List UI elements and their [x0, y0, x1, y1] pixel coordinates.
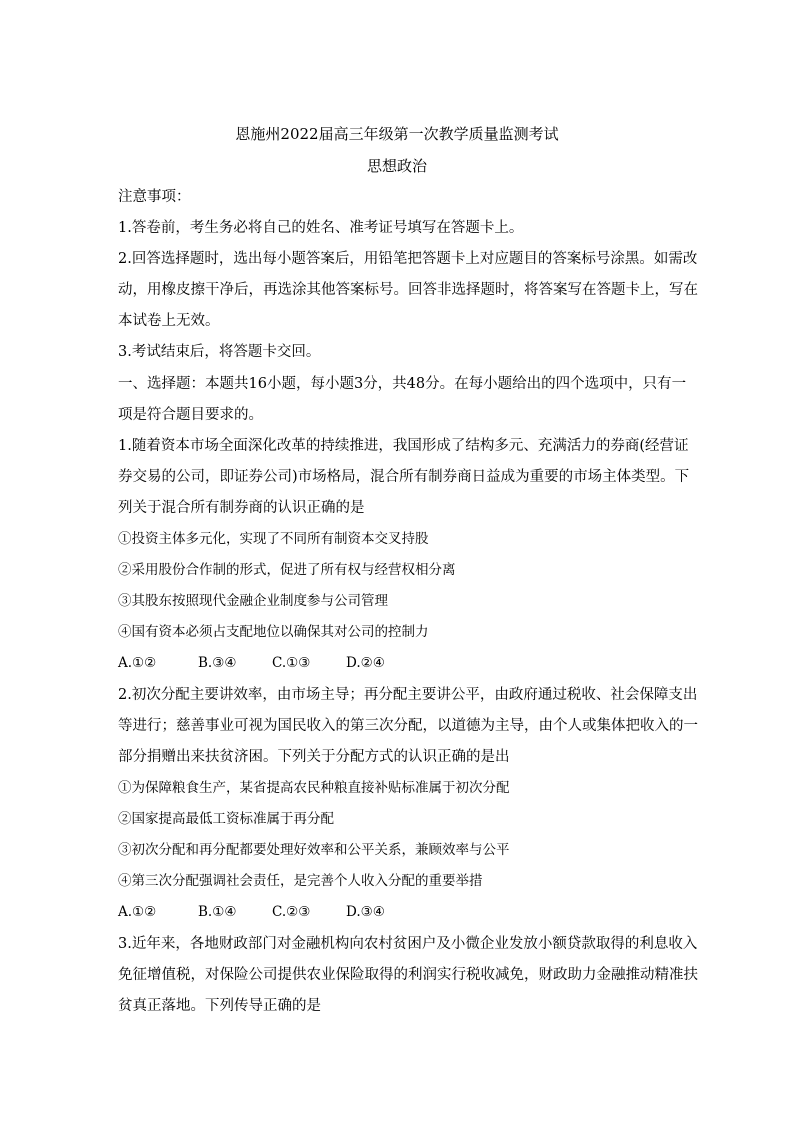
question-2-stem: 部分捐赠出来扶贫济困。下列关于分配方式的认识正确的是出: [118, 749, 510, 765]
choice-c: C.①③: [272, 655, 311, 671]
question-1-option: ②采用股份合作制的形式，促进了所有权与经营权相分离: [118, 562, 456, 578]
choice-c: C.②③: [272, 904, 311, 920]
question-3-stem: 免征增值税，对保险公司提供农业保险取得的利润实行税收减免，财政助力金融推动精准扶: [118, 967, 698, 983]
section-instruction: 一、选择题：本题共16小题，每小题3分，共48分。在每小题给出的四个选项中，只有一: [118, 376, 687, 392]
question-2-option: ①为保障粮食生产，某省提高农民种粮直接补贴标准属于初次分配: [118, 780, 510, 796]
question-3-stem: 贫真正落地。下列传导正确的是: [118, 998, 321, 1014]
choice-b: B.①④: [198, 904, 237, 920]
question-1-stem: 1.随着资本市场全面深化改革的持续推进，我国形成了结构多元、充满活力的券商(经营证: [118, 438, 689, 454]
choice-a: A.①②: [118, 655, 157, 671]
question-2-option: ②国家提高最低工资标准属于再分配: [118, 811, 334, 827]
exam-title: 恩施州2022届高三年级第一次教学质量监测考试: [235, 125, 559, 143]
choice-d: D.②④: [346, 655, 385, 671]
choice-b: B.③④: [198, 655, 237, 671]
question-2-option: ③初次分配和再分配都要处理好效率和公平关系，兼顾效率与公平: [118, 842, 510, 858]
question-2-stem: 2.初次分配主要讲效率，由市场主导；再分配主要讲公平，由政府通过税收、社会保障支出: [118, 687, 698, 703]
question-1-option: ①投资主体多元化，实现了不同所有制资本交叉持股: [118, 531, 429, 547]
notice-item: 3.考试结束后，将答题卡交回。: [118, 344, 321, 360]
question-1-stem: 券交易的公司，即证券公司)市场格局，混合所有制券商日益成为重要的市场主体类型。下: [118, 469, 690, 485]
question-3-stem: 3.近年来，各地财政部门对金融机构向农村贫困户及小微企业发放小额贷款取得的利息收入: [118, 936, 698, 952]
subject-title: 思想政治: [366, 157, 427, 175]
notice-item: 本试卷上无效。: [118, 313, 220, 329]
notice-heading: 注意事项：: [118, 189, 191, 205]
question-1-option: ④国有资本必须占支配地位以确保其对公司的控制力: [118, 624, 429, 640]
question-1-stem: 列关于混合所有制券商的认识正确的是: [118, 500, 365, 516]
question-2-option: ④第三次分配强调社会责任，是完善个人收入分配的重要举措: [118, 873, 483, 889]
section-instruction: 项是符合题目要求的。: [118, 407, 263, 423]
notice-item: 2.回答选择题时，选出每小题答案后，用铅笔把答题卡上对应题目的答案标号涂黑。如需改: [118, 251, 698, 267]
question-1-option: ③其股东按照现代金融企业制度参与公司管理: [118, 593, 388, 609]
choice-d: D.③④: [346, 904, 385, 920]
notice-item: 1.答卷前，考生务必将自己的姓名、准考证号填写在答题卡上。: [118, 220, 524, 236]
notice-item: 动，用橡皮擦干净后，再选涂其他答案标号。回答非选择题时，将答案写在答题卡上，写在: [118, 282, 698, 298]
choice-a: A.①②: [118, 904, 157, 920]
question-2-stem: 等进行；慈善事业可视为国民收入的第三次分配，以道德为主导，由个人或集体把收入的一: [118, 718, 698, 734]
